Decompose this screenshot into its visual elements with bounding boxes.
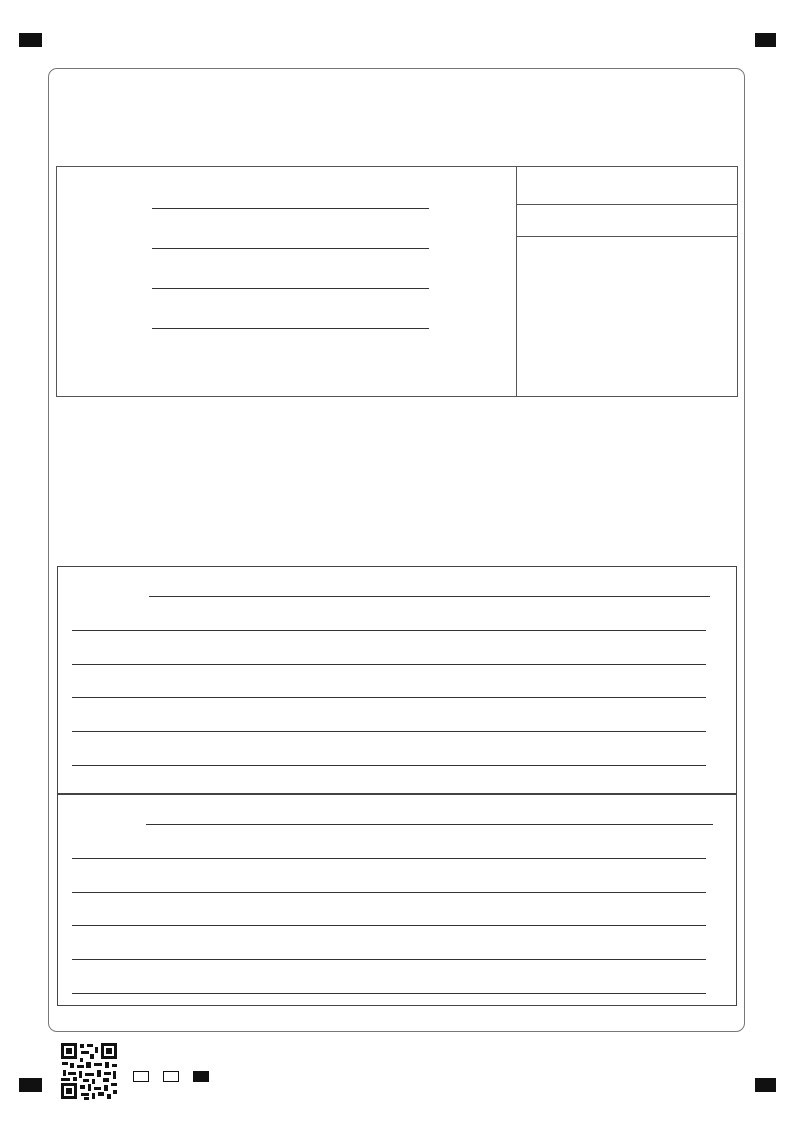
answer-line[interactable] xyxy=(72,664,706,665)
answer-line[interactable] xyxy=(72,925,706,926)
answer-line[interactable] xyxy=(72,731,706,732)
exam-id-panel xyxy=(516,166,738,397)
answer-line[interactable] xyxy=(72,630,706,631)
corner-mark xyxy=(755,1078,776,1092)
answer-line[interactable] xyxy=(149,596,710,597)
name-field[interactable] xyxy=(152,208,429,209)
answer-line[interactable] xyxy=(72,697,706,698)
seat-field[interactable] xyxy=(152,328,429,329)
corner-mark xyxy=(19,1078,42,1092)
corner-mark xyxy=(19,33,42,47)
answer-line[interactable] xyxy=(72,765,706,766)
answer-line[interactable] xyxy=(72,858,706,859)
marker-box-filled xyxy=(193,1071,209,1082)
exam-id-divider xyxy=(516,204,738,205)
exam-id-divider xyxy=(516,236,738,237)
corner-mark xyxy=(755,33,776,47)
school-field[interactable] xyxy=(152,248,429,249)
answer-line[interactable] xyxy=(72,892,706,893)
answer-line[interactable] xyxy=(72,959,706,960)
answer-line[interactable] xyxy=(72,993,706,994)
marker-box-empty xyxy=(133,1071,149,1082)
answer-box-17-1 xyxy=(57,566,737,794)
qr-code-icon xyxy=(59,1041,119,1101)
class-field[interactable] xyxy=(152,288,429,289)
answer-box-17-2 xyxy=(57,794,737,1006)
marker-box-empty xyxy=(163,1071,179,1082)
answer-line[interactable] xyxy=(146,824,713,825)
